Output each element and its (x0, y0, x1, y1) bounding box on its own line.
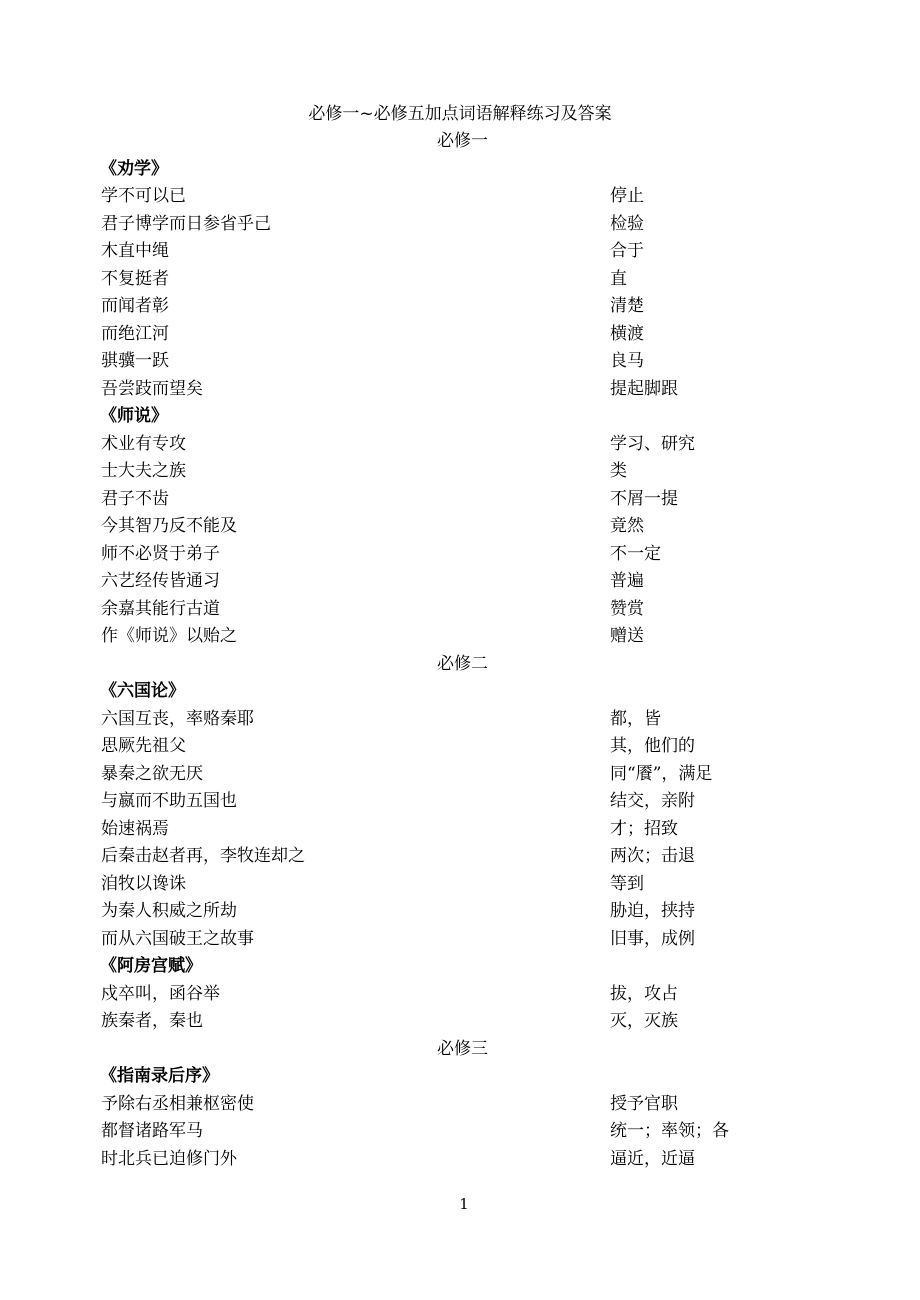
entry-meaning: 赠送 (610, 626, 644, 646)
entry-phrase: 学不可以已 (101, 186, 186, 206)
entry-phrase: 六艺经传皆通习 (101, 571, 220, 591)
entry-phrase: 思厥先祖父 (101, 736, 186, 756)
vocab-entry (0, 1008, 920, 1036)
entry-meaning: 才；招致 (610, 818, 678, 839)
entry-phrase: 六国互丧，率赂秦耶 (101, 708, 254, 729)
entry-phrase: 后秦击赵者再，李牧连却之 (101, 846, 305, 866)
vocab-entry (0, 321, 920, 349)
entry-meaning: 等到 (610, 873, 644, 894)
vocab-entry (0, 1118, 920, 1146)
entry-phrase: 洎牧以谗诛 (101, 873, 186, 894)
vocab-entry (0, 843, 920, 871)
vocab-entry (0, 183, 920, 211)
entry-phrase: 作《师说》以贻之 (101, 626, 237, 646)
vocab-entry (0, 706, 920, 734)
vocab-entry (0, 788, 920, 816)
vocab-entry (0, 541, 920, 569)
entry-meaning: 清楚 (610, 296, 644, 316)
section-header: 必修二 (437, 653, 488, 674)
vocab-entry (0, 458, 920, 486)
lesson-title: 《六国论》 (100, 681, 185, 701)
entry-meaning: 检验 (610, 213, 644, 234)
entry-meaning: 不屑一提 (610, 488, 678, 509)
entry-meaning: 直 (610, 268, 627, 289)
entry-meaning: 不一定 (610, 543, 661, 564)
page-number: 1 (459, 1195, 469, 1213)
entry-meaning: 灭，灭族 (610, 1011, 678, 1031)
entry-meaning: 统一；率领；各 (610, 1121, 729, 1141)
entry-meaning: 其，他们的 (610, 736, 695, 756)
entry-phrase: 木直中绳 (101, 241, 169, 261)
vocab-entry (0, 1146, 920, 1174)
vocab-entry (0, 238, 920, 266)
entry-meaning: 竟然 (610, 516, 644, 536)
vocab-entry (0, 211, 920, 239)
entry-phrase: 术业有专攻 (101, 433, 186, 454)
vocab-entry (0, 1091, 920, 1119)
entry-phrase: 时北兵已迫修门外 (101, 1148, 237, 1169)
entry-meaning: 旧事，成例 (610, 928, 695, 949)
lesson-title: 《劝学》 (100, 158, 168, 179)
entry-phrase: 为秦人积威之所劫 (101, 901, 237, 921)
entry-meaning: 结交，亲附 (610, 791, 695, 811)
entry-meaning: 类 (610, 461, 627, 481)
vocab-entry (0, 926, 920, 954)
entry-phrase: 士大夫之族 (101, 461, 186, 481)
entry-phrase: 始速祸焉 (101, 818, 169, 839)
entry-phrase: 君子博学而日参省乎己 (101, 213, 271, 234)
entry-meaning: 都，皆 (610, 708, 661, 729)
document-title: 必修一~必修五加点词语解释练习及答案 (308, 104, 612, 124)
entry-meaning: 同“餍”，满足 (610, 763, 713, 784)
vocab-entry (0, 761, 920, 789)
entry-phrase: 余嘉其能行古道 (101, 598, 220, 619)
entry-phrase: 都督诸路军马 (101, 1121, 203, 1141)
entry-meaning: 提起脚跟 (610, 378, 678, 399)
entry-phrase: 与嬴而不助五国也 (101, 791, 237, 811)
entry-meaning: 良马 (610, 351, 644, 371)
entry-meaning: 横渡 (610, 323, 644, 344)
entry-phrase: 今其智乃反不能及 (101, 516, 237, 536)
lesson-title: 《阿房宫赋》 (100, 956, 202, 976)
entry-phrase: 戍卒叫，函谷举 (101, 983, 220, 1004)
vocab-entry (0, 816, 920, 844)
lesson-title: 《指南录后序》 (100, 1066, 219, 1086)
entry-meaning: 授予官职 (610, 1093, 678, 1114)
document-body (0, 128, 920, 1173)
entry-meaning: 普遍 (610, 571, 644, 591)
vocab-entry (0, 568, 920, 596)
entry-meaning: 逼近，近逼 (610, 1148, 695, 1169)
vocab-entry (0, 981, 920, 1009)
vocab-entry (0, 898, 920, 926)
vocab-entry (0, 348, 920, 376)
entry-phrase: 吾尝跂而望矣 (101, 378, 203, 399)
vocab-entry (0, 293, 920, 321)
entry-meaning: 拔，攻占 (610, 983, 678, 1004)
section-header: 必修三 (437, 1038, 488, 1059)
entry-meaning: 赞赏 (610, 598, 644, 619)
entry-phrase: 而从六国破王之故事 (101, 928, 254, 949)
entry-phrase: 骐骥一跃 (101, 351, 169, 371)
entry-phrase: 师不必贤于弟子 (101, 543, 220, 564)
entry-meaning: 学习、研究 (610, 433, 695, 454)
entry-meaning: 两次；击退 (610, 846, 695, 866)
entry-phrase: 不复挺者 (101, 268, 169, 289)
entry-phrase: 君子不齿 (101, 488, 169, 509)
entry-meaning: 停止 (610, 186, 644, 206)
vocab-entry (0, 486, 920, 514)
vocab-entry (0, 431, 920, 459)
vocab-entry (0, 266, 920, 294)
vocab-entry (0, 871, 920, 899)
entry-phrase: 而绝江河 (101, 323, 169, 344)
vocab-entry (0, 376, 920, 404)
vocab-entry (0, 513, 920, 541)
entry-phrase: 而闻者彰 (101, 296, 169, 316)
entry-meaning: 胁迫，挟持 (610, 901, 695, 921)
lesson-title: 《师说》 (100, 406, 168, 426)
vocab-entry (0, 596, 920, 624)
entry-phrase: 暴秦之欲无厌 (101, 763, 203, 784)
vocab-entry (0, 733, 920, 761)
section-header: 必修一 (437, 131, 488, 151)
entry-phrase: 族秦者，秦也 (101, 1011, 203, 1031)
vocab-entry (0, 623, 920, 651)
entry-meaning: 合于 (610, 241, 644, 261)
entry-phrase: 予除右丞相兼枢密使 (101, 1093, 254, 1114)
